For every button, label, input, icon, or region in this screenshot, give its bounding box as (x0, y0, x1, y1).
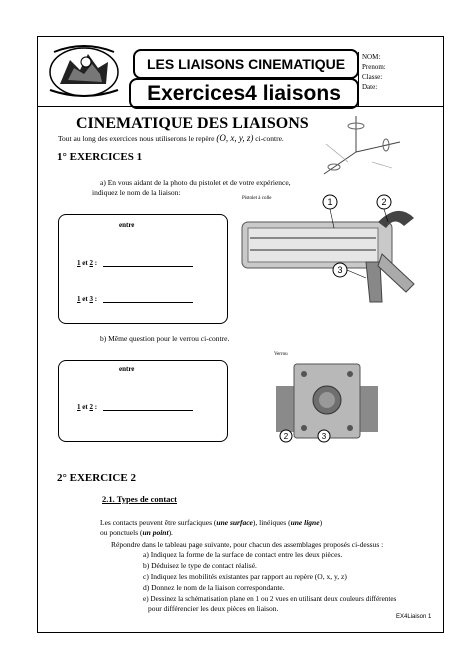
exercise1-question-b: b) Même question pour le verrou ci-contre. (100, 334, 230, 343)
answer-box-2-label: entre (119, 365, 135, 373)
instruction-e-cont: pour différencier les deux pièces en liaison. (148, 604, 279, 613)
intro-text: Tout au long des exercices nous utiliserons le repère (O, x, y, z) ci-contre. (58, 133, 284, 143)
glue-gun-caption: Pistolet à colle (242, 196, 272, 201)
instruction-d: d) Donnez le nom de la liaison correspondante. (143, 583, 285, 592)
answer-field-1-3[interactable] (103, 302, 193, 303)
exercise2-heading: 2° EXERCICE 2 (57, 472, 136, 484)
exercise2-paragraph-2: ou ponctuels (un point). (100, 528, 173, 537)
glue-gun-photo (238, 192, 418, 312)
marker-3: 3 (337, 265, 343, 275)
lock-photo (272, 350, 382, 445)
lock-caption: Verrou (274, 352, 288, 357)
page-heading: CINEMATIQUE DES LIAISONS (76, 115, 309, 132)
answer-box-1-label: entre (119, 221, 135, 229)
answer-box-1 (58, 214, 228, 324)
answer-field-2-1-2[interactable] (103, 410, 193, 411)
school-logo (40, 40, 128, 104)
lock-marker-3: 3 (321, 432, 327, 441)
exercise2-paragraph-3: Répondre dans le tableau page suivante, pour chacun des assemblages proposés ci-dessus : (111, 540, 384, 549)
marker-2: 2 (381, 197, 387, 207)
instruction-c: c) Indiquez les mobilités existantes par rapport au repère (O, x, y, z) (143, 572, 347, 581)
lock-marker-2: 2 (283, 432, 289, 441)
student-info-box (358, 52, 446, 106)
answer-row-1-3: 1 et 3 : (77, 295, 193, 303)
marker-1: 1 (327, 197, 333, 207)
answer-row-2-1-2: 1 et 2 : (77, 403, 193, 411)
instruction-b: b) Déduisez le type de contact réalisé. (143, 561, 257, 570)
axis-diagram (312, 112, 404, 178)
exercise2-paragraph-1: Les contacts peuvent être surfaciques (une surface), linéiques (une ligne) (100, 518, 323, 527)
instruction-e: e) Dessinez la schématisation plane en 1 ou 2 vues en utilisant deux couleurs différentes (143, 595, 397, 603)
field-nom: NOM: (362, 53, 381, 61)
exercise2-subheading: 2.1. Types de contact (102, 494, 178, 504)
field-prenom: Prenom: (362, 63, 386, 71)
frame-notation: (O, x, y, z) (216, 133, 254, 143)
document-subtitle: Exercices4 liaisons (129, 78, 359, 109)
exercise1-question-a-cont: indiquez le nom de la liaison: (92, 188, 181, 197)
instruction-a: a) Indiquez la forme de la surface de contact entre les deux pièces. (143, 550, 343, 559)
exercise1-question-a: a) En vous aidant de la photo du pistolet et de votre expérience, (100, 178, 291, 187)
exercise1-heading: 1° EXERCICES 1 (57, 151, 143, 163)
answer-box-2 (58, 360, 228, 442)
field-classe: Classe: (362, 73, 383, 81)
field-date: Date: (362, 83, 378, 91)
answer-field-1-2[interactable] (103, 266, 193, 267)
page-footer: EX4Liaison 1 (396, 614, 432, 620)
document-title: LES LIAISONS CINEMATIQUE (133, 49, 359, 79)
answer-row-1-2: 1 et 2 : (77, 259, 193, 267)
